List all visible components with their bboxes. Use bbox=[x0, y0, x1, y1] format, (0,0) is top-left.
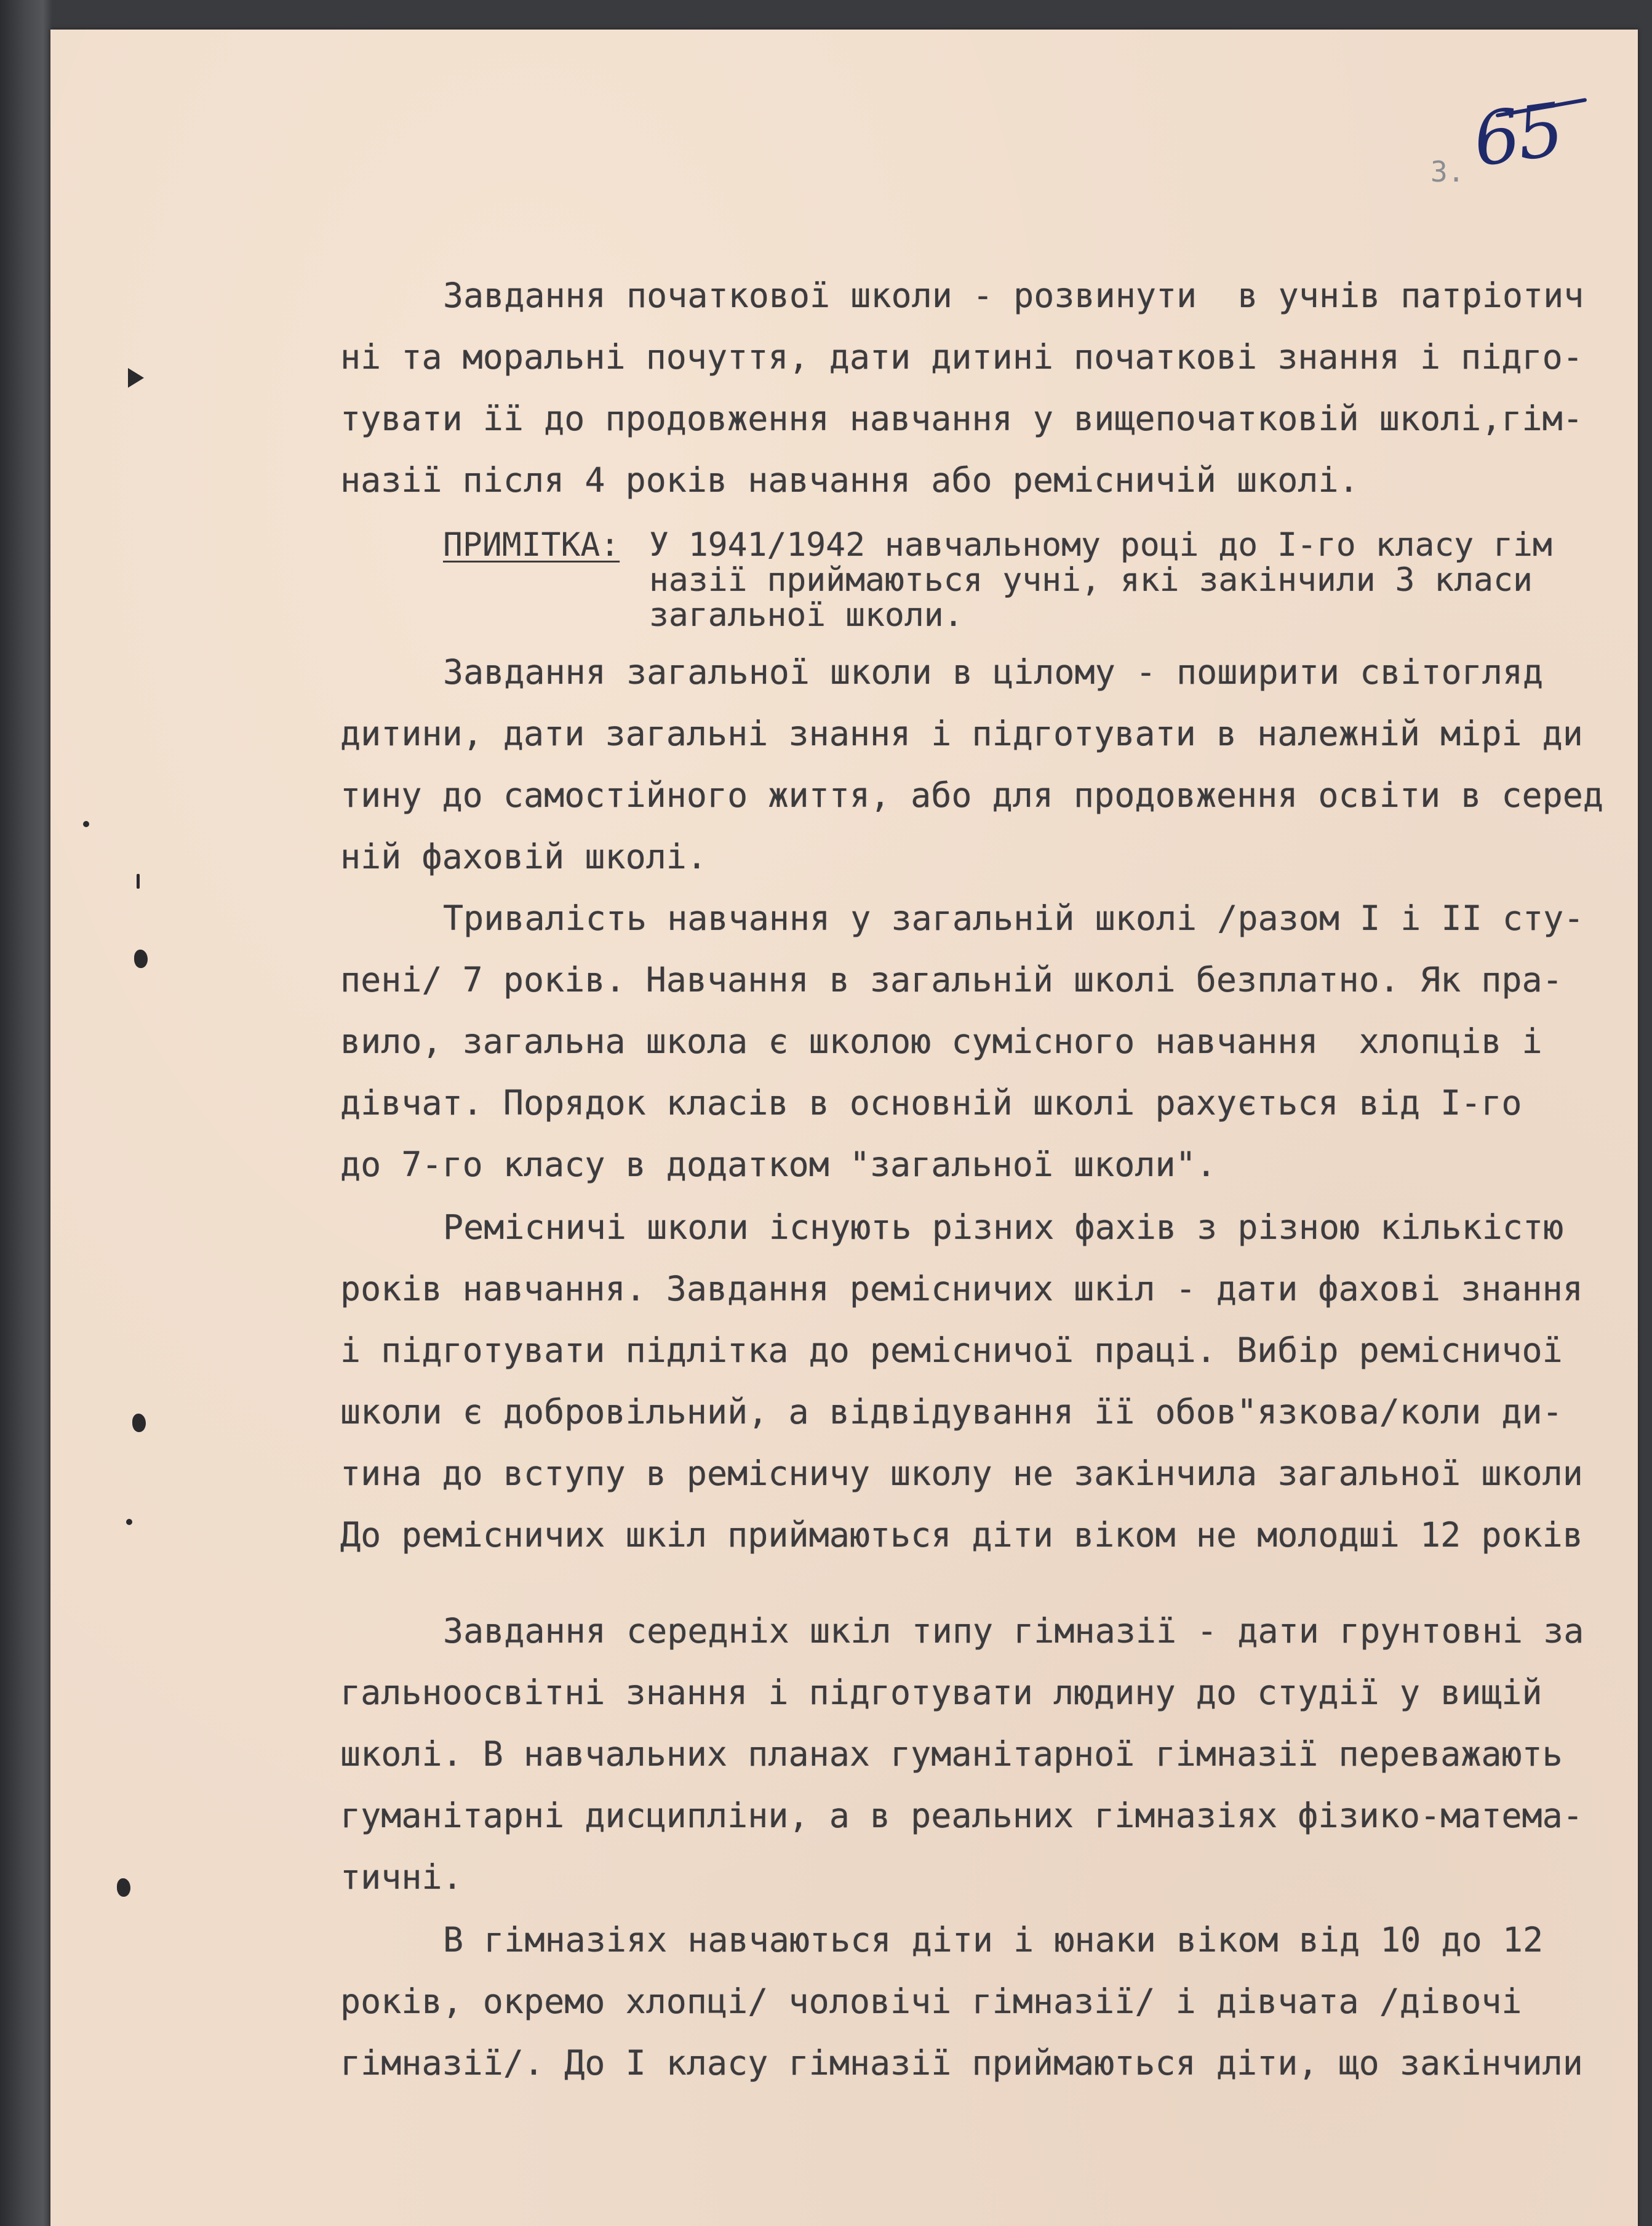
text-line: до 7-го класу в додатком "загальної школи". bbox=[340, 1145, 1216, 1184]
text-line: ні та моральні почуття, дати дитині початкові знання і підго- bbox=[340, 337, 1583, 377]
text-line: гімназії/. До І класу гімназії приймаються діти, що закінчили bbox=[340, 2043, 1583, 2083]
note-line: назії приймаються учні, які закінчили 3 класи bbox=[649, 561, 1533, 599]
text-line: До ремісничих шкіл приймаються діти віком не молодші 12 років bbox=[340, 1515, 1583, 1555]
note-line: загальної школи. bbox=[649, 596, 964, 634]
margin-mark bbox=[126, 1519, 132, 1525]
text-line: назії після 4 років навчання або ремісничій школі. bbox=[340, 460, 1359, 500]
text-line: років навчання. Завдання ремісничих шкіл - дати фахові знання bbox=[340, 1269, 1583, 1308]
margin-mark bbox=[117, 1878, 130, 1897]
text-line: дівчат. Порядок класів в основній школі рахується від І-го bbox=[340, 1083, 1522, 1123]
page-number: 3. bbox=[1431, 155, 1465, 188]
margin-mark bbox=[134, 950, 148, 968]
margin-mark bbox=[132, 1414, 146, 1432]
text-line: років, окремо хлопці/ чоловічі гімназії/ і дівчата /дівочі bbox=[340, 1982, 1522, 2021]
text-line: вило, загальна школа є школою сумісного навчання хлопців і bbox=[340, 1022, 1542, 1061]
text-line: Завдання загальної школи в цілому - поширити світогляд bbox=[443, 652, 1544, 692]
text-line: Тривалість навчання у загальній школі /разом І і ІІ сту- bbox=[443, 899, 1584, 938]
text-line: тину до самостійного життя, або для продовження освіти в серед bbox=[340, 775, 1603, 815]
text-line: пені/ 7 років. Навчання в загальній школі безплатно. Як пра- bbox=[340, 960, 1563, 999]
text-line: Завдання початкової школи - розвинути в учнів патріотич bbox=[443, 276, 1584, 315]
text-line: Завдання середніх шкіл типу гімназії - дати грунтовні за bbox=[443, 1611, 1584, 1651]
text-line: тина до вступу в ремісничу школу не закінчила загальної школи bbox=[340, 1454, 1583, 1493]
text-line: і підготувати підлітка до ремісничої праці. Вибір ремісничої bbox=[340, 1331, 1563, 1370]
text-line: тувати її до продовження навчання у вищепочатковій школі,гім- bbox=[340, 399, 1583, 438]
folio-number: 65 bbox=[1468, 86, 1567, 183]
margin-mark bbox=[128, 368, 144, 388]
note-label: ПРИМІТКА: bbox=[443, 526, 620, 564]
text-line: Ремісничі школи існують різних фахів з різною кількістю bbox=[443, 1207, 1564, 1247]
text-line: школі. В навчальних планах гуманітарної гімназії переважають bbox=[340, 1734, 1563, 1774]
text-line: гальноосвітні знання і підготувати людину до студії у вищій bbox=[340, 1673, 1542, 1712]
note-line: У 1941/1942 навчальному році до І-го класу гім bbox=[649, 526, 1552, 564]
margin-mark bbox=[83, 821, 89, 827]
text-line: ній фаховій школі. bbox=[340, 837, 708, 876]
text-line: В гімназіях навчаються діти і юнаки віком від 10 до 12 bbox=[443, 1920, 1544, 1960]
margin-mark bbox=[137, 874, 140, 889]
text-line: школи є добровільний, а відвідування її обов"язкова/коли ди- bbox=[340, 1392, 1563, 1431]
text-line: дитини, дати загальні знання і підготувати в належній мірі ди bbox=[340, 714, 1583, 753]
text-line: гуманітарні дисципліни, а в реальних гімназіях фізико-матема- bbox=[340, 1796, 1583, 1835]
text-line: тичні. bbox=[340, 1857, 463, 1897]
